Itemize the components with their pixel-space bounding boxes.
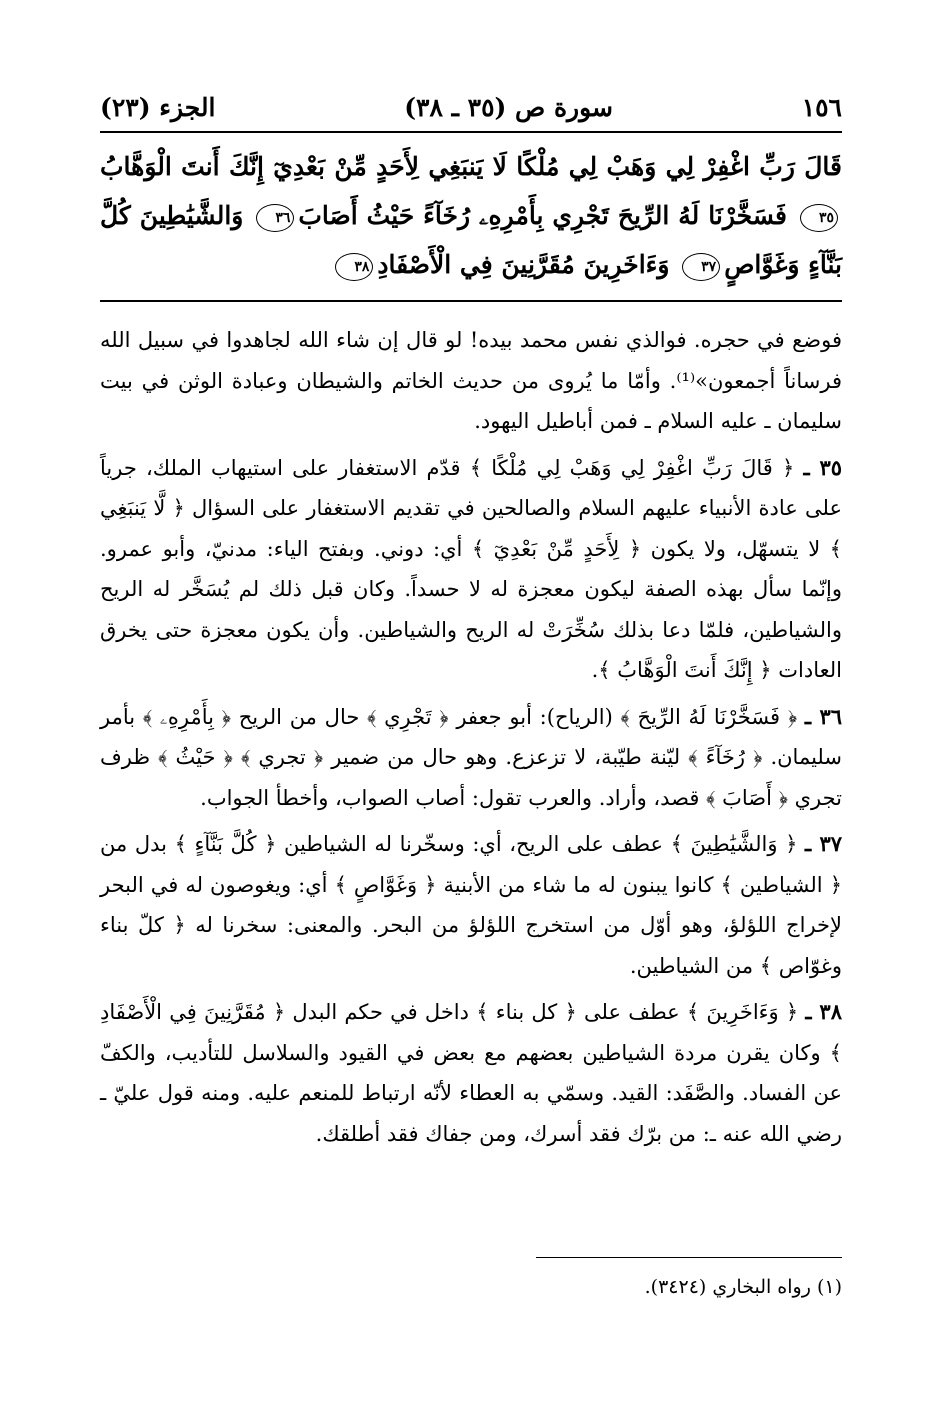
page-number: ١٥٦ [801,92,842,122]
footnote-rule [536,1257,842,1258]
ayah-36 [252,201,787,230]
verses-divider [100,300,842,302]
ayah-text: قَالَ رَبِّ اغْفِرْ لِي وَهَبْ لِي مُلْكًا لَا يَنبَغِي لِأَحَدٍ مِّنْ بَعْدِيٓ إِنَّكَ أَنتَ الْوَهَّابُ [100,152,842,181]
paragraph-text: ﴿ قَالَ رَبِّ اغْفِرْ لِي وَهَبْ لِي مُلْكًا ﴾ قدّم الاستغفار على استيهاب الملك، جرياً على عادة الأنبياء عليهم السلام والصالحين في تقديم الاستغفار على السؤال ﴿ لَّا يَنبَغِي ﴾ لا يتسهّل، ولا يكون ﴿ لِأَحَدٍ مِّنْ بَعْدِيٓ ﴾ أي: دوني. وبفتح الياء: مدنيّ، وأبو عمرو. وإنّما سأل بهذه الصفة ليكون معجزة له لا حسداً. وكان قبل ذلك لم يُسَخَّر له الريح والشياطين، فلمّا دعا بذلك سُخِّرَتْ له الريح والشياطين. وأن يكون معجزة حتى يخرق العادات ﴿ إِنَّكَ أَنتَ الْوَهَّابُ ﴾. [100,455,842,682]
paragraph-text: ﴿ فَسَخَّرْنَا لَهُ الرِّيحَ ﴾ (الرياح): أبو جعفر ﴿ تَجْرِي ﴾ حال من الريح ﴿ بِأَمْرِهِۦ ﴾ بأمر سليمان. ﴿ رُخَآءً ﴾ ليّنة طيّبة، لا تزعزع. وهو حال من ضمير ﴿ تجري ﴾ ﴿ حَيْثُ ﴾ ظرف تجري ﴿ أَصَابَ ﴾ قصد، وأراد. والعرب تقول: أصاب الصواب، وأخطأ الجواب. [100,704,842,810]
quran-verses [100,142,842,290]
page-header [100,84,842,130]
paragraph-36 [100,697,842,819]
ayah-text: وَالشَّيَٰطِينَ كُلَّ بَنَّآءٍ وَغَوَّاصٍ [100,201,842,279]
ayah-number-marker: ٣٧ [682,253,720,281]
surah-title: سورة ص (٣٥ ـ ٣٨) [404,92,613,122]
ayah-number-marker: ٣٥ [800,204,838,232]
juz-label: الجزء (٢٣) [100,92,216,122]
paragraph-text: فوضع في حجره. فوالذي نفس محمد بيده! لو قال إن شاء الله لجاهدوا في سبيل الله فرساناً أجمعون»⁽¹⁾. وأمّا ما يُروى من حديث الخاتم والشيطان وعبادة الوثن في بيت سليمان ـ عليه السلام ـ فمن أباطيل اليهود. [100,328,842,433]
header-rule [100,131,842,133]
ayah-number-marker: ٣٨ [335,253,373,281]
footnote-number: (١) [816,1276,842,1298]
paragraph-number: ٣٦ ـ [804,703,842,729]
paragraph-number: ٣٨ ـ [805,999,842,1024]
paragraph-text: ﴿ وَالشَّيَٰطِينَ ﴾ عطف على الريح، أي: وسخّرنا له الشياطين ﴿ كُلَّ بَنَّآءٍ ﴾ بدل من ﴿ الشياطين ﴾ كانوا يبنون له ما شاء من الأبنية ﴿ وَغَوَّاصٍ ﴾ أي: ويغوصون له في البحر لإخراج اللؤلؤ، وهو أوّل من استخرج اللؤلؤ من البحر. والمعنى: سخرنا له ﴿ كلّ بناء وغوّاص ﴾ من الشياطين. [100,832,842,978]
paragraph-37 [100,824,842,986]
paragraph-number: ٣٧ ـ [805,831,842,856]
paragraph-continuation [100,320,842,442]
commentary [100,320,842,1160]
ayah-text: فَسَخَّرْنَا لَهُ الرِّيحَ تَجْرِي بِأَمْرِهِۦ رُخَآءً حَيْثُ أَصَابَ [298,201,787,230]
ayah-number-marker: ٣٦ [256,204,294,232]
ayah-38 [331,250,669,279]
paragraph-38 [100,992,842,1154]
paragraph-number: ٣٥ ـ [803,454,842,480]
footnote [100,1272,842,1302]
paragraph-text: ﴿ وَءَاخَرِينَ ﴾ عطف على ﴿ كل بناء ﴾ داخل في حكم البدل ﴿ مُقَرَّنِينَ فِي الْأَصْفَادِ ﴾ وكان يقرن مردة الشياطين بعضهم مع بعض في القيود والسلاسل للتأديب، والكفّ عن الفساد. والصَّفَد: القيد. وسمّي به العطاء لأنّه ارتباط للمنعم عليه. ومنه قول عليّ ـ رضي الله عنه ـ: من برّك فقد أسرك، ومن جفاك فقد أطلقك. [100,1000,842,1146]
ayah-text: وَءَاخَرِينَ مُقَرَّنِينَ فِي الْأَصْفَادِ [377,250,670,279]
footnote-text: رواه البخاري (٣٤٢٤). [644,1276,811,1298]
paragraph-35 [100,448,842,691]
